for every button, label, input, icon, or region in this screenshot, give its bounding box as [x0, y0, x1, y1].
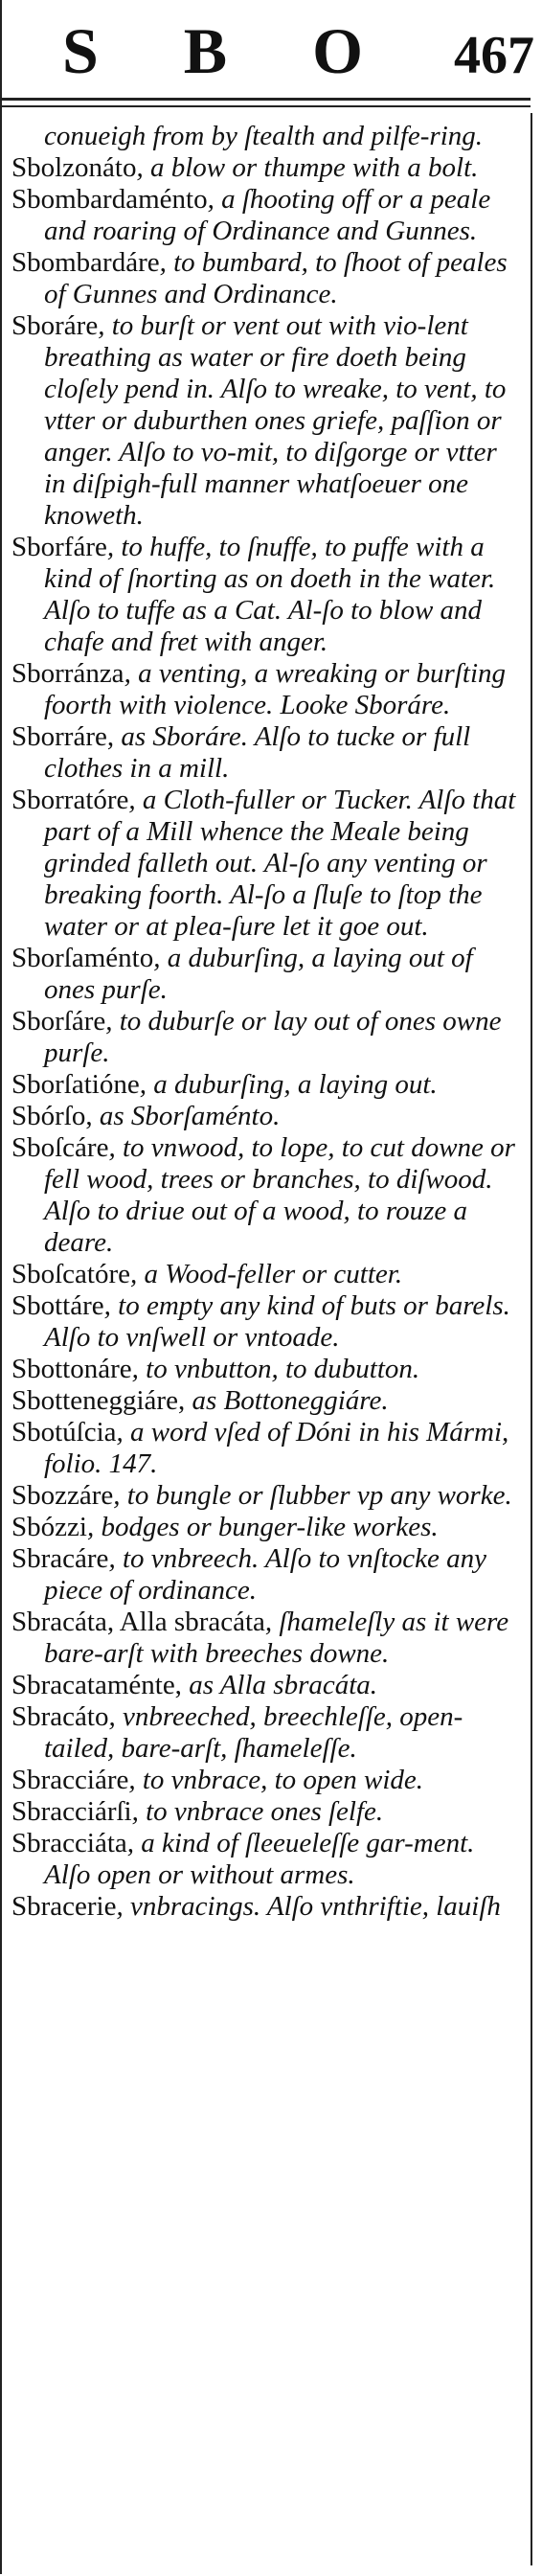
entry-definition: , to vnbrace ones ſelfe.	[131, 1796, 384, 1827]
entry-definition: , to vnbrace, to open wide.	[128, 1765, 424, 1795]
entry-headword: Sbozzáre	[11, 1480, 114, 1511]
entry-headword: Sboſcáre	[11, 1132, 109, 1163]
entry-headword: Sbracciáta	[11, 1828, 127, 1858]
dictionary-entry	[11, 1543, 519, 1607]
entry-headword: Sbórſo,	[11, 1101, 93, 1131]
entry-definition: , a duburſing, a laying out.	[139, 1069, 438, 1100]
header-rule	[0, 98, 531, 101]
dictionary-entry	[11, 1290, 519, 1354]
entry-headword: Sbracciáre	[11, 1765, 129, 1795]
dictionary-entry	[11, 1891, 519, 1923]
header-rule-thin	[0, 105, 531, 107]
dictionary-column	[0, 113, 532, 2565]
entry-list	[11, 121, 519, 1923]
entry-headword: Sbombardaménto	[11, 184, 208, 215]
entry-headword: Sborránza	[11, 658, 124, 689]
entry-headword: Sbottonáre	[11, 1354, 132, 1384]
entry-definition: , to vnwood, to lope, to cut downe or fell wood, trees or branches, to diſwood. Alſo to driue out of a wood, to rouze a deare.	[44, 1132, 515, 1258]
entry-definition: , to vnbutton, to dubutton.	[131, 1354, 420, 1384]
dictionary-entry	[11, 721, 519, 785]
dictionary-entry	[11, 121, 519, 152]
entry-headword: Sborſatióne	[11, 1069, 140, 1100]
dictionary-entry	[11, 310, 519, 532]
entry-definition: , to bumbard, to ſhoot of peales of Gunnes and Ordinance.	[44, 247, 508, 309]
entry-headword: Sbracataménte,	[11, 1670, 182, 1700]
entry-definition: , a venting, a wreaking or burſting foorth with violence. Looke Sboráre.	[44, 658, 507, 720]
entry-headword: Sborfáre	[11, 532, 107, 562]
dictionary-entry	[11, 1259, 519, 1290]
dictionary-entry	[11, 1828, 519, 1891]
entry-definition: , ſhameleſly as it were bare-arſt with breeches downe.	[44, 1607, 509, 1669]
entry-definition: , to empty any kind of buts or barels. Alſo to vnſwell or vntoade.	[44, 1290, 510, 1353]
dictionary-entry	[11, 658, 519, 721]
entry-definition: , to duburſe or lay out of ones owne purſe.	[44, 1006, 502, 1068]
dictionary-entry	[11, 1670, 519, 1701]
entry-headword: Sborſaménto	[11, 943, 154, 973]
dictionary-entry	[11, 1101, 519, 1132]
entry-definition: , a duburſing, a laying out of ones purſe.	[44, 943, 473, 1005]
dictionary-entry	[11, 184, 519, 247]
entry-headword: Sbracáto	[11, 1701, 109, 1732]
entry-definition: conueigh from by ſtealth and pilfe-ring.	[44, 121, 484, 151]
entry-headword: Sboſcatóre	[11, 1259, 131, 1289]
dictionary-entry	[11, 1512, 519, 1543]
entry-headword: Sbracáre	[11, 1543, 109, 1574]
entry-definition: , bodges or bunger-like workes.	[86, 1512, 439, 1542]
entry-headword: Sborſáre	[11, 1006, 106, 1037]
entry-definition: as Sborſaménto.	[92, 1101, 281, 1131]
entry-definition: , a Cloth-fuller or Tucker. Alſo that part of a Mill whence the Meale being grinded falleth out. Al-ſo any venting or breaking foorth. Al-ſo a ſluſe to ſtop the water or at plea-ſure let it goe out.	[44, 785, 516, 942]
entry-definition: , a kind of ſleeueleſſe gar-ment. Alſo open or without armes.	[44, 1828, 475, 1890]
entry-definition: , to bungle or ſlubber vp any worke.	[113, 1480, 512, 1511]
dictionary-entry	[11, 1385, 519, 1417]
dictionary-entry	[11, 152, 519, 184]
entry-definition: , vnbracings. Alſo vnthriftie, lauiſh	[116, 1891, 501, 1922]
dictionary-entry	[11, 1132, 519, 1259]
entry-definition: , to vnbreech. Alſo to vnſtocke any piece of ordinance.	[44, 1543, 487, 1606]
entry-headword: Sbracciárſi	[11, 1796, 132, 1827]
entry-headword: Sbolzonáto	[11, 152, 137, 183]
entry-definition: , a blow or thumpe with a bolt.	[136, 152, 479, 183]
entry-headword: Sbotúſcia	[11, 1417, 117, 1448]
entry-headword: Sbottáre	[11, 1290, 104, 1321]
entry-headword: Sborratóre	[11, 785, 129, 815]
entry-definition: as Bottoneggiáre.	[185, 1385, 389, 1416]
dictionary-entry	[11, 943, 519, 1006]
entry-headword: Sbotteneggiáre,	[11, 1385, 186, 1416]
dictionary-entry	[11, 1417, 519, 1480]
entry-definition: as Alla sbracáta.	[181, 1670, 378, 1700]
running-header	[0, 0, 542, 113]
dictionary-entry	[11, 1701, 519, 1765]
dictionary-entry	[11, 785, 519, 943]
entry-headword: Sboráre	[11, 310, 99, 341]
dictionary-entry	[11, 1765, 519, 1796]
entry-definition: , to huffe, to ſnuffe, to puffe with a kind of ſnorting as on doeth in the water. Alſo to tuffe as a Cat. Al-ſo to blow and chafe and fret with anger.	[44, 532, 496, 657]
entry-headword: Sbracáta, Alla sbracáta	[11, 1607, 265, 1637]
entry-headword: Sbózzi	[11, 1512, 87, 1542]
running-title: S B O	[61, 14, 398, 87]
entry-headword: Sborráre,	[11, 721, 115, 752]
dictionary-entry	[11, 1607, 519, 1670]
dictionary-entry	[11, 247, 519, 310]
entry-definition: as Sboráre. Alſo to tucke or full clothes in a mill.	[44, 721, 471, 784]
entry-definition: , a word vſed of Dóni in his Mármi, folio. 147.	[44, 1417, 509, 1479]
dictionary-entry	[11, 1480, 519, 1512]
dictionary-entry	[11, 1069, 519, 1101]
entry-definition: , a Wood-feller or cutter.	[130, 1259, 403, 1289]
dictionary-entry	[11, 1354, 519, 1385]
entry-definition: , to burſt or vent out with vio-lent breathing as water or fire doeth being cloſely pend in. Alſo to wreake, to vent, to vtter or duburthen ones griefe, paſſion or anger. Alſo to vo-mit, to diſgorge or vtter in diſpigh-full manner whatſoeuer one knoweth.	[44, 310, 507, 531]
dictionary-entry	[11, 532, 519, 658]
dictionary-entry	[11, 1006, 519, 1069]
entry-definition: , a ſhooting off or a peale and roaring of Ordinance and Gunnes.	[44, 184, 491, 246]
entry-headword: Sbracerie	[11, 1891, 117, 1922]
entry-definition: , vnbreeched, breechleſſe, open-tailed, bare-arſt, ſhameleſſe.	[44, 1701, 463, 1764]
page-number: 467	[454, 26, 534, 85]
dictionary-entry	[11, 1796, 519, 1828]
entry-headword: Sbombardáre	[11, 247, 160, 278]
